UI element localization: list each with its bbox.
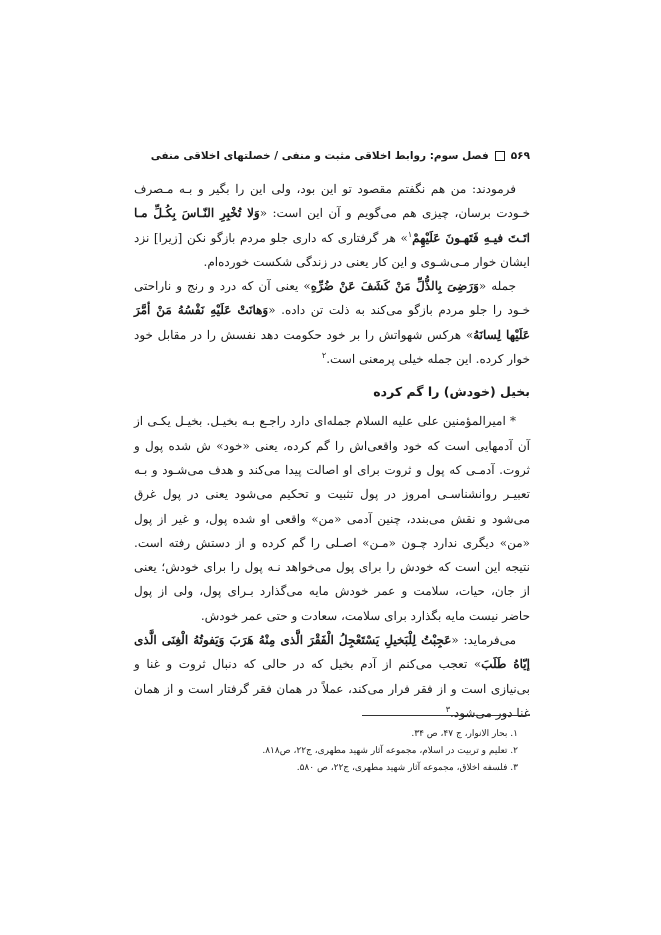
page-number: ۵۶۹ [510,150,530,162]
footnotes [134,726,530,777]
footnote-ref: ۳ [445,704,451,714]
paragraph [134,177,530,274]
footnote-ref: ۱ [407,229,413,239]
paragraph: * امیرالمؤمنین علی علیه السلام جمله‌ای دارد راجـع بـه بخیـل. بخیـل یکـی از آن آدمهایی است که خود واقعی‌اش را گم کرده، یعنی «خود» ش شده پول و ثروت. آدمـی که پول و ثروت برای او اصالت پیدا می‌کند و هدف می‌شـود و بـه تعبیـر روانشناسـی امروز در پول تثبیت و تحکیم می‌شود یعنی در پول غرق می‌شود و نقش می‌بندد، چنین آدمی «من» واقعی او شده پول، و غیر از پول «من» دیگری ندارد چـون «مـن» اصـلی را گم کرده و از دستش رفته است. نتیجه این است که خودش را برای پول می‌خواهد نـه پول را برای خودش؛ یعنی از جان، حیات، سلامت و عمر خودش مایه می‌گذارد بـرای پول، ولی از پول حاضر نیست مایه بگذارد برای سلامت، سعادت و حتی عمر خودش. [134,414,530,623]
body-text [134,177,530,725]
square-ornament-icon [495,151,505,161]
chapter-title: فصل سوم: روابط اخلاقی مثبت و منفی / خصلتهای اخلاقی منفی [150,150,489,162]
footnote-ref: ۲ [321,351,327,361]
text-run: » یعنی آن که درد و رنج و ناراحتی خـود را جلو مردم بازگو می‌کند به ذلت تن داده. « [134,279,530,318]
section-heading: بخیل (خودش) را گم کرده [373,384,530,400]
arabic-quote: وَلا تُخْبِرِ النّـاسَ بِکُـلِّ مـا اتَـتَ فیـهِ فَتَهـونَ عَلَیْهِمْ [134,206,531,245]
paragraph [134,628,530,725]
arabic-quote: وَرَضِیَ بِالذُّلِّ مَنْ کَشَفَ عَنْ ضُرِّهِ [310,279,479,294]
running-header [134,150,530,162]
text-run: جمله « [478,279,517,294]
text-run: » هر گرفتاری که داری جلو مردم بازگو نکن [زیرا] نزد ایشان خوار مـی‌شـوی و این کار یعنی در زندگی شکست خورده‌ام. [134,230,530,269]
text-run: می‌فرماید: « [451,633,516,648]
footnote: ۳. فلسفه اخلاق، مجموعه آثار شهید مطهری، ج۲۲، ص ۵۸۰. [296,763,518,773]
arabic-quote: وَهانَتْ عَلَیْهِ نَفْسُهُ مَنْ أمَّرَ عَلَیْها لِسانَهُ [134,303,530,342]
arabic-quote: عَجِبْتُ لِلْبَخیلِ یَسْتَعْجِلُ الْفَقْرَ الَّذی مِنْهُ هَرَبَ وَیَفوتُهُ الْغِنَی الَّذی إیّاهُ طَلَبَ [134,633,530,672]
text-run: » هرکس شهواتش را بر خود حکومت دهد نفسش را در مقابل خود خوار کرده. این جمله خیلی پرمعنی است. [134,327,530,367]
text-run: » تعجب می‌کنم از آدم بخیل که در حالی که دنبال ثروت و غنا و بی‌نیازی است و از فقر فرار می‌کند، عملاً در همان فقر گرفتار است و از همان غنا دور می‌شود. [134,657,530,720]
footnote: ۲. تعلیم و تربیت در اسلام، مجموعه آثار شهید مطهری، ج۲۲، ص۸۱۸. [262,746,518,756]
footnote-divider [362,715,530,716]
text-run: فرمودند: من هم نگفتم مقصود تو این بود، ولی این را بگیر و بـه مـصرف خـودت برسان، چیزی هم می‌گویم و آن این است: « [134,182,530,221]
footnote: ۱. بحار الانوار، ج ۴۷، ص ۳۴. [411,729,518,739]
paragraph [134,274,530,371]
